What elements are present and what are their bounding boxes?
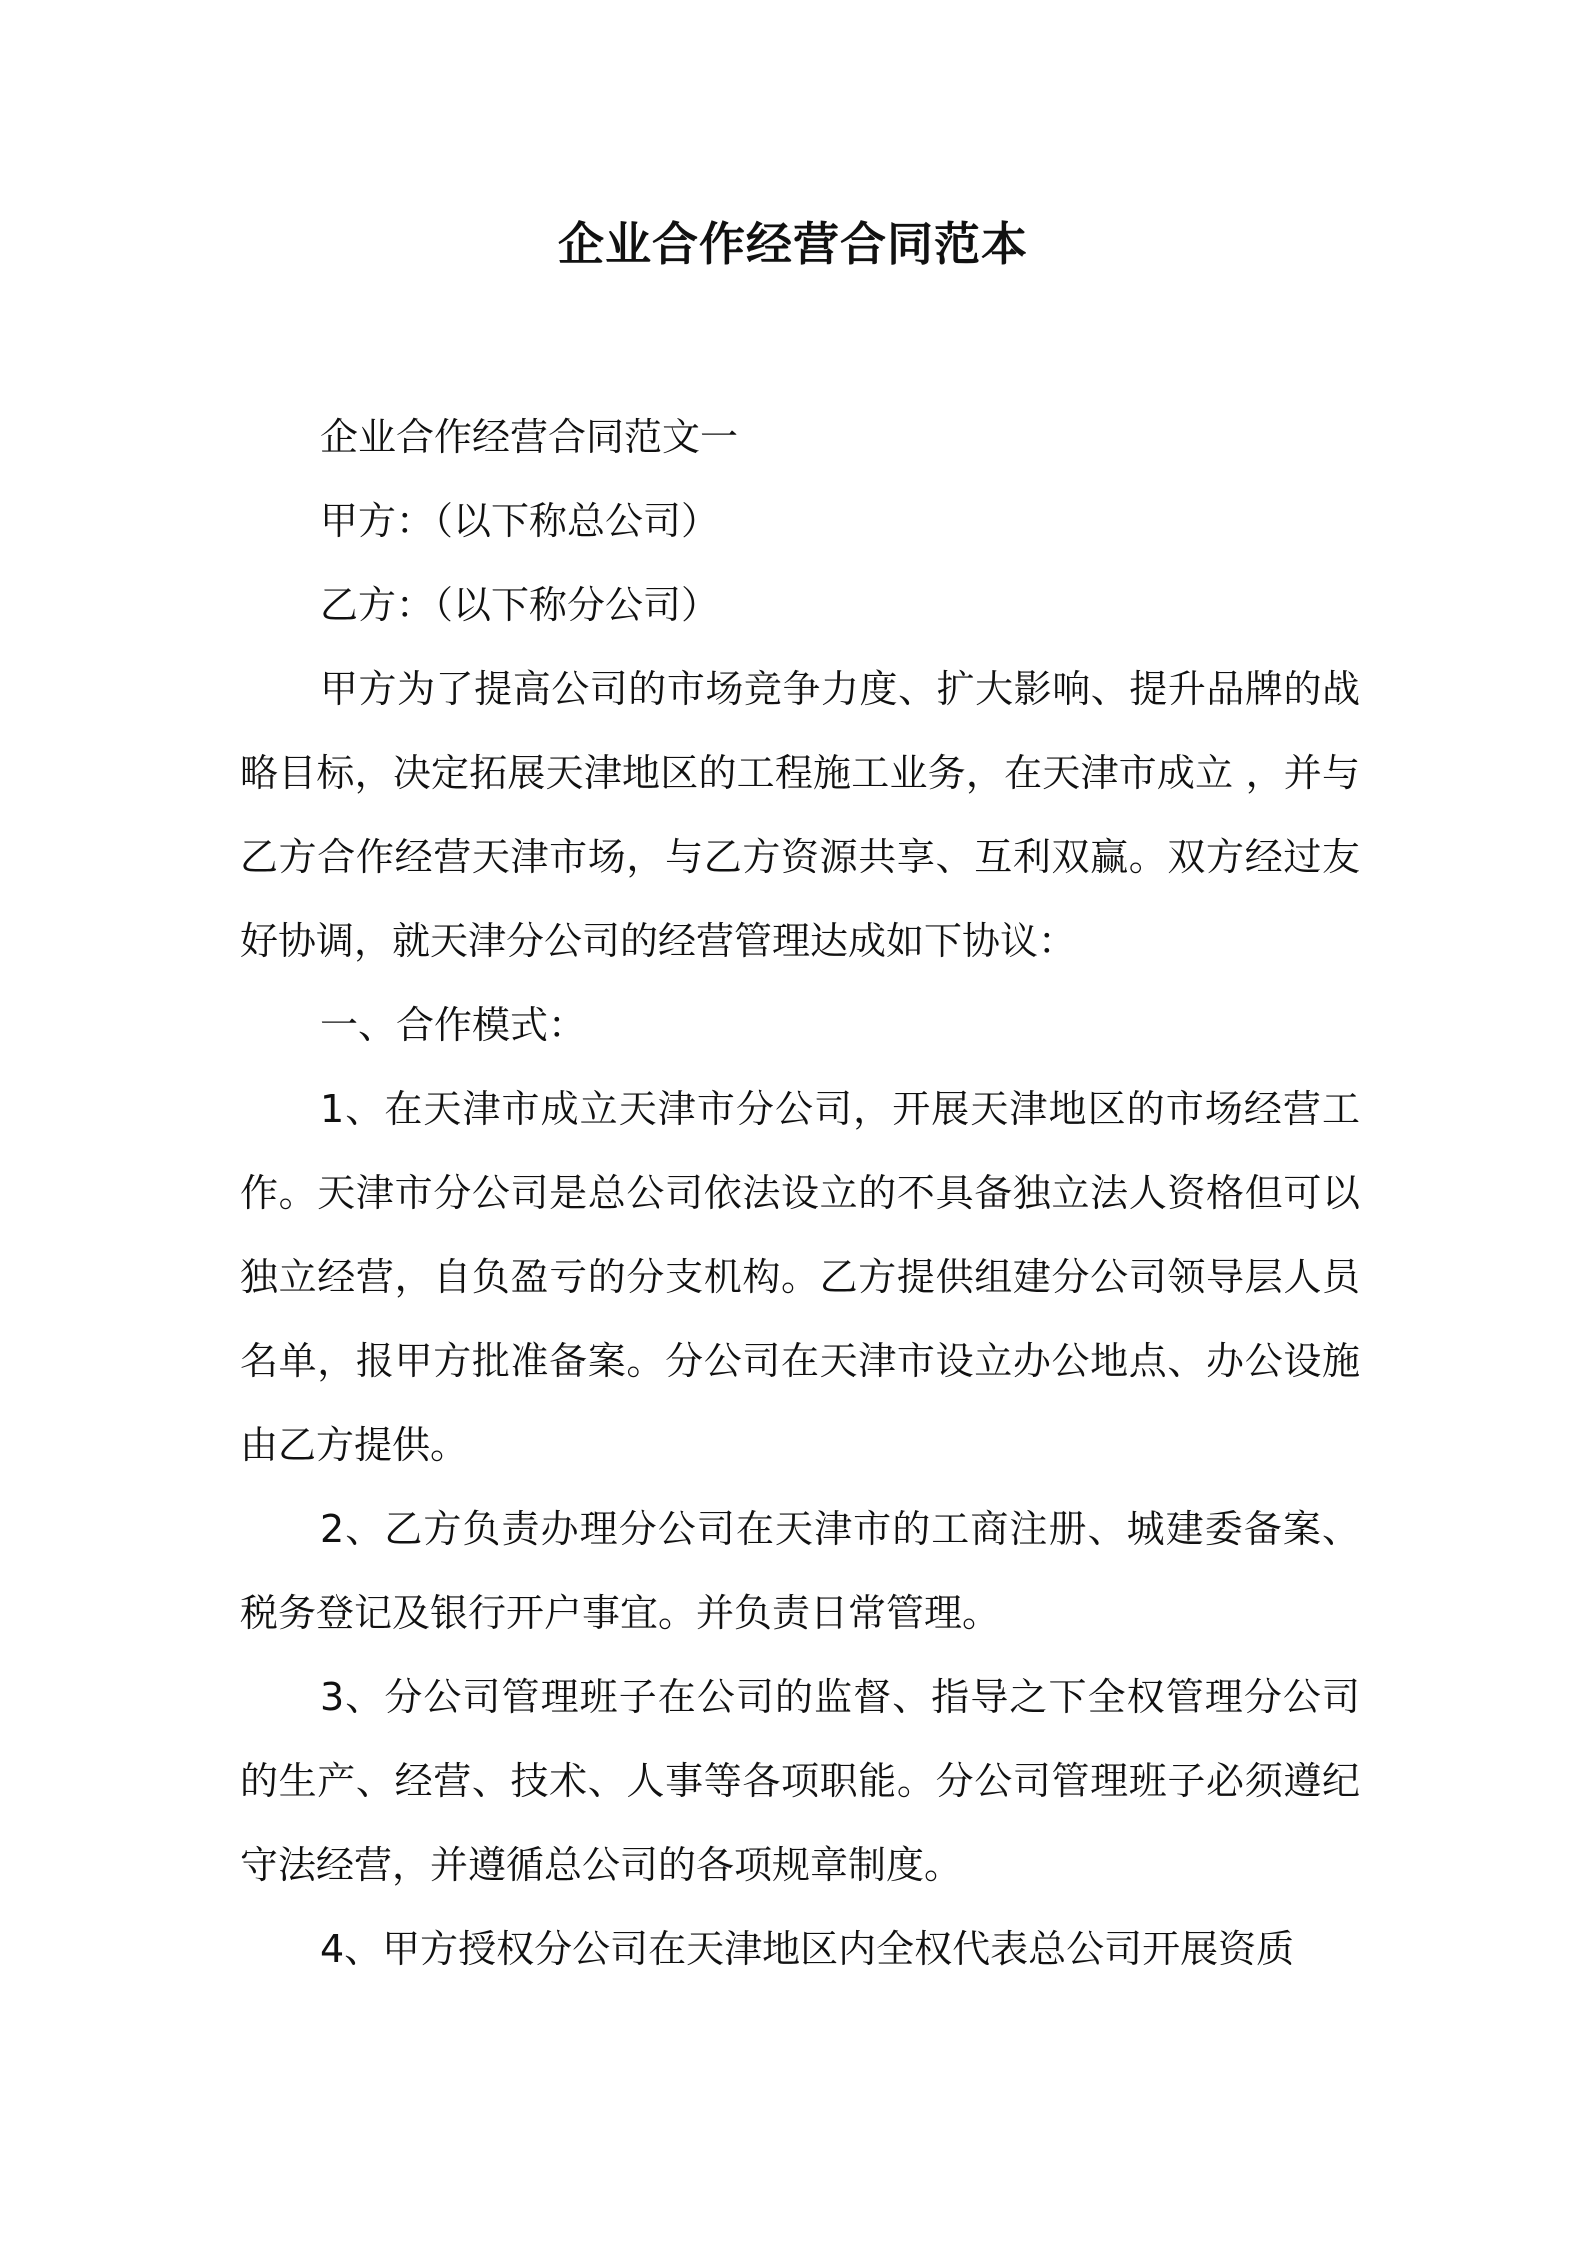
- clause-2: 2、乙方负责办理分公司在天津市的工商注册、城建委备案、税务登记及银行开户事宜。并负责日常管理。: [240, 1507, 1360, 1635]
- clause-4: 4、甲方授权分公司在天津地区内全权代表总公司开展资质: [320, 1927, 1295, 1971]
- paragraph-subtitle: 企业合作经营合同范文一: [320, 415, 739, 459]
- document-body: [240, 395, 1360, 1991]
- clause-3: 3、分公司管理班子在公司的监督、指导之下全权管理分公司的生产、经营、技术、人事等各项职能。分公司管理班子必须遵纪守法经营，并遵循总公司的各项规章制度。: [240, 1675, 1360, 1887]
- paragraph-party-b: 乙方：（以下称分公司）: [320, 583, 720, 627]
- paragraph-preamble: 甲方为了提高公司的市场竞争力度、扩大影响、提升品牌的战略目标，决定拓展天津地区的工程施工业务，在天津市成立 ，并与乙方合作经营天津市场，与乙方资源共享、互利双赢。双方经过友好协调，就天津分公司的经营管理达成如下协议：: [240, 667, 1360, 963]
- paragraph-party-a: 甲方：（以下称总公司）: [320, 499, 720, 543]
- document-title: 企业合作经营合同范本: [558, 217, 1028, 271]
- section-heading-cooperation-mode: 一、合作模式：: [320, 1003, 587, 1047]
- clause-1: 1、在天津市成立天津市分公司，开展天津地区的市场经营工作。天津市分公司是总公司依法设立的不具备独立法人资格但可以独立经营，自负盈亏的分支机构。乙方提供组建分公司领导层人员名单，报甲方批准备案。分公司在天津市设立办公地点、办公设施由乙方提供。: [240, 1087, 1360, 1467]
